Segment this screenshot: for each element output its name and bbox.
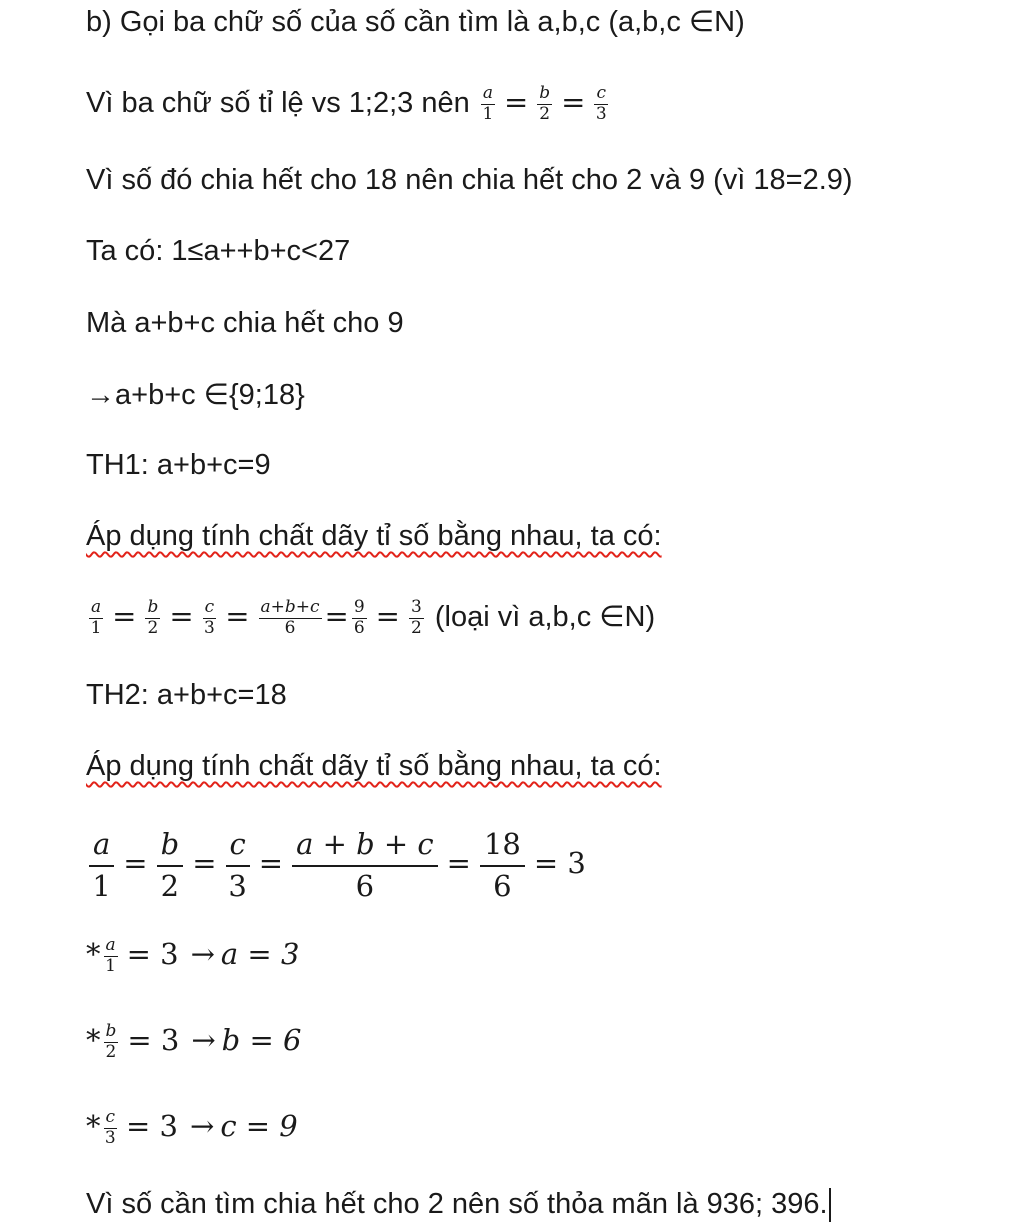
fraction-a-over-1: $\frac{a}{1}$ bbox=[482, 83, 494, 124]
line-inequality: Ta có: 1≤a++b+c<27 bbox=[86, 235, 351, 267]
fraction-b-over-2: $\frac{b}{2}$ bbox=[147, 597, 159, 638]
fraction-b-over-2: $\frac{b}{2}$ bbox=[105, 1021, 117, 1062]
spellcheck-text: Áp dụng tính chất dãy tỉ số bằng nhau, ta có: bbox=[86, 520, 662, 552]
line-case-2: TH2: a+b+c=18 bbox=[86, 679, 287, 711]
line-divisible-by-9: Mà a+b+c chia hết cho 9 bbox=[86, 307, 404, 339]
line-case-1-calculation bbox=[86, 596, 655, 638]
proportion-text: Vì ba chữ số tỉ lệ vs 1;2;3 nên bbox=[86, 87, 478, 119]
case-1-rejection-note: (loại vì a,b,c ∈N) bbox=[426, 601, 656, 633]
fraction-sum-over-6: $\frac{a + b + c}{6}$ bbox=[292, 825, 438, 905]
fraction-9-over-6: $\frac{9}{6}$ bbox=[353, 597, 365, 638]
fraction-c-over-3: $\frac{c}{3}$ bbox=[595, 83, 607, 124]
proportion-formula: $\frac{a}{1}$ = $\frac{b}{2}$ = $\frac{c}{3}$ bbox=[482, 83, 607, 124]
line-apply-property-2 bbox=[86, 746, 662, 786]
conclusion-text: Vì số cần tìm chia hết cho 2 nên số thỏa mãn là 936; 396. bbox=[86, 1188, 828, 1220]
line-divisibility: Vì số đó chia hết cho 18 nên chia hết cho 2 và 9 (vì 18=2.9) bbox=[86, 164, 853, 196]
line-solve-c: * $\frac{c}{3}$ = 3 → c = 9 bbox=[86, 1107, 298, 1148]
fraction-b-over-2: $\frac{b}{2}$ bbox=[157, 825, 184, 905]
fraction-a-over-1: $\frac{a}{1}$ bbox=[89, 825, 114, 905]
case-1-formula: $\frac{a}{1}$ = $\frac{b}{2}$ = $\frac{c}{3}$ = $\frac{a+b+c}{6}$ = $\frac{9}{6}$ = $\frac{3}{2}$ bbox=[90, 597, 422, 638]
fraction-a-over-1: $\frac{a}{1}$ bbox=[105, 935, 116, 976]
fraction-18-over-6: $\frac{18}{6}$ bbox=[480, 825, 525, 905]
line-conclusion[interactable] bbox=[86, 1184, 831, 1224]
line-apply-property-1 bbox=[86, 516, 662, 556]
line-case-1: TH1: a+b+c=9 bbox=[86, 449, 271, 481]
fraction-3-over-2: $\frac{3}{2}$ bbox=[410, 597, 422, 638]
line-sum-set: →a+b+c ∈{9;18} bbox=[86, 379, 305, 411]
text-cursor bbox=[829, 1188, 831, 1222]
fraction-c-over-3: $\frac{c}{3}$ bbox=[226, 825, 250, 905]
line-case-2-calculation: $\frac{a}{1}$ = $\frac{b}{2}$ = $\frac{c}{3}$ = $\frac{a + b + c}{6}$ = $\frac{18}{6}$ = 3 bbox=[86, 822, 592, 905]
fraction-c-over-3: $\frac{c}{3}$ bbox=[104, 1107, 116, 1148]
fraction-b-over-2: $\frac{b}{2}$ bbox=[539, 83, 551, 124]
line-unknowns: b) Gọi ba chữ số của số cần tìm là a,b,c (a,b,c ∈N) bbox=[86, 6, 745, 38]
fraction-sum-over-6: $\frac{a+b+c}{6}$ bbox=[260, 597, 320, 638]
fraction-c-over-3: $\frac{c}{3}$ bbox=[204, 597, 215, 638]
line-proportion bbox=[86, 82, 611, 124]
fraction-a-over-1: $\frac{a}{1}$ bbox=[90, 597, 102, 638]
spellcheck-text: Áp dụng tính chất dãy tỉ số bằng nhau, ta có: bbox=[86, 750, 662, 782]
line-solve-b: * $\frac{b}{2}$ = 3 → b = 6 bbox=[86, 1021, 302, 1062]
line-solve-a: * $\frac{a}{1}$ = 3 → a = 3 bbox=[86, 935, 300, 976]
